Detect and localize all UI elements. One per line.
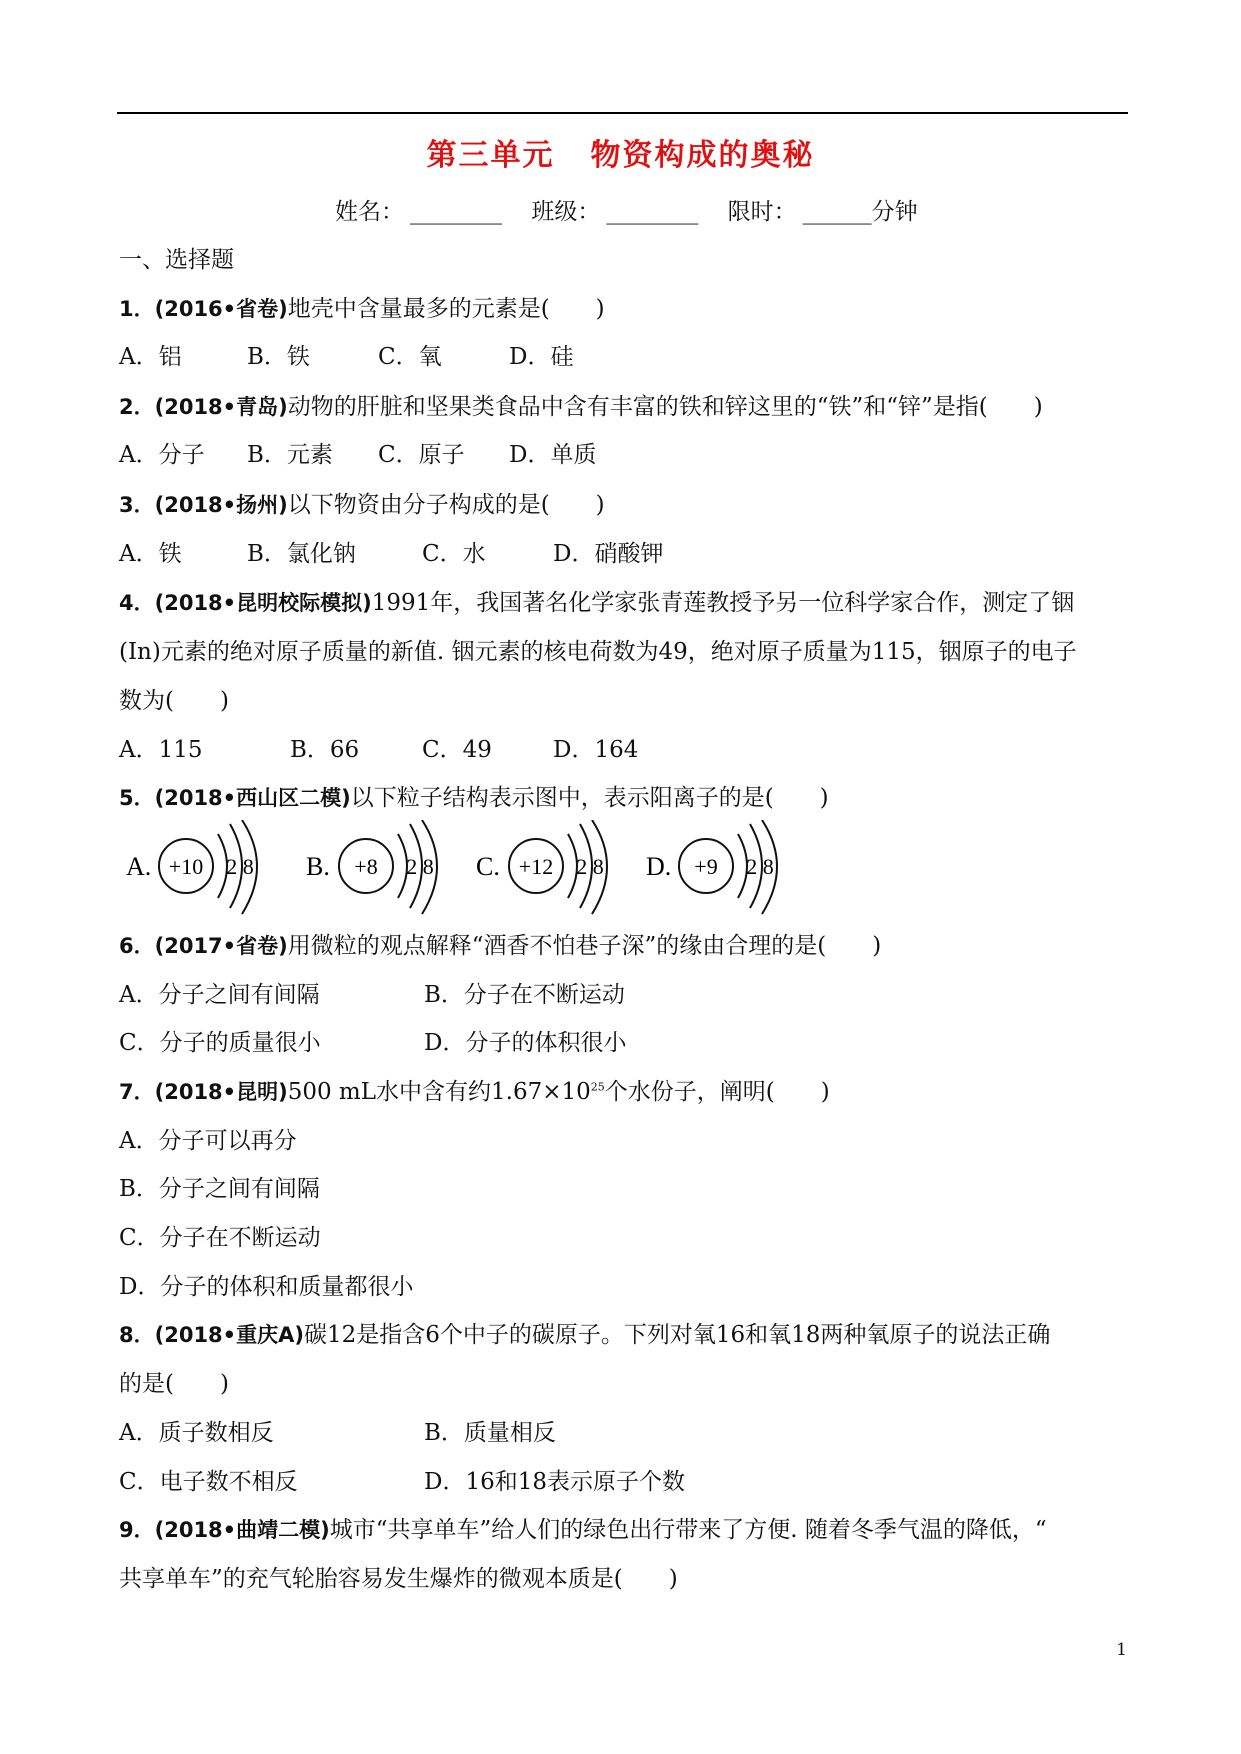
q7-option-b: B．分子之间有间隔: [119, 1176, 320, 1202]
class-blank: ________: [606, 199, 699, 225]
time-label: 限时：: [727, 199, 797, 225]
q8-option-d: D．16和18表示原子个数: [424, 1469, 685, 1495]
question-9-line-2: 共享单车”的充气轮胎容易发生爆炸的微观本质是( ): [119, 1566, 678, 1592]
question-4-line-3: 数为( ): [119, 688, 229, 714]
question-6: 6．(2017•省卷)用微粒的观点解释“酒香不怕巷子深”的缘由合理的是( ): [119, 933, 882, 959]
diagram-option-a: [126, 820, 257, 914]
question-2: 2．(2018•青岛)动物的肝脏和坚果类食品中含有丰富的铁和锌这里的“铁”和“锌”是指( ): [119, 394, 1043, 420]
diagram-d-shells: 2 8: [746, 854, 774, 879]
page-title: [0, 130, 1241, 174]
diagram-option-d: [646, 820, 777, 914]
name-blank: ________: [410, 199, 502, 225]
q7-option-d: D．分子的体积和质量都很小: [119, 1274, 414, 1300]
diagram-d-charge: +9: [694, 854, 718, 879]
q7-option-c: C．分子在不断运动: [119, 1225, 321, 1251]
q1-option-b: B．铁: [247, 344, 310, 370]
q1-option-a: A．铝: [119, 344, 182, 370]
q2-option-d: D．单质: [509, 442, 597, 468]
q8-option-a: A．质子数相反: [119, 1420, 274, 1446]
question-5: 5．(2018•西山区二模)以下粒子结构表示图中，表示阳离子的是( ): [119, 785, 829, 811]
question-8-line-2: 的是( ): [119, 1371, 229, 1397]
student-info-line: [335, 193, 924, 226]
question-4: 4．(2018•昆明校际模拟)1991年，我国著名化学家张青莲教授予另一位科学家合作，测定了铟: [119, 590, 1075, 616]
q6-option-d: D．分子的体积很小: [424, 1030, 627, 1056]
q1-option-d: D．硅: [509, 344, 574, 370]
diagram-b-charge: +8: [354, 854, 378, 879]
q3-option-a: A．铁: [119, 541, 182, 567]
diagram-c-label: C.: [476, 852, 500, 881]
name-label: 姓名：: [335, 199, 404, 225]
header-rule: [117, 112, 1128, 114]
diagram-option-b: [306, 820, 437, 914]
title-unit: 第三单元: [426, 138, 555, 173]
section-heading: 一、选择题: [119, 247, 234, 273]
diagram-a-label: A.: [126, 852, 152, 881]
q6-option-b: B．分子在不断运动: [424, 982, 625, 1008]
q7-option-a: A．分子可以再分: [119, 1128, 297, 1154]
diagram-b-shells: 2 8: [406, 854, 434, 879]
diagram-a-shells: 2 8: [226, 854, 254, 879]
q2-option-b: B．元素: [247, 442, 333, 468]
q3-option-c: C．水: [422, 541, 486, 567]
q8-option-b: B．质量相反: [424, 1420, 556, 1446]
page-number: 1: [1116, 1640, 1127, 1660]
q3-option-b: B．氯化钠: [247, 541, 356, 567]
question-7: 7．(2018•昆明)500 mL水中含有约$1.67\times 10^{25}$个水份子，阐明( ): [119, 1079, 830, 1105]
particle-structure-diagrams: [124, 820, 784, 920]
diagram-c-shells: 2 8: [576, 854, 604, 879]
question-1: 1．(2016•省卷)地壳中含量最多的元素是( ): [119, 296, 605, 322]
exponent: 25: [590, 1080, 605, 1094]
q4-option-b: B．66: [290, 737, 360, 763]
title-topic: 物资构成的奥秘: [590, 138, 815, 173]
q4-option-a: A．115: [119, 737, 203, 763]
question-4-line-2: (In)元素的绝对原子质量的新值. 铟元素的核电荷数为49，绝对原子质量为115，铟原子的电子: [119, 639, 1077, 665]
class-label: 班级：: [531, 199, 601, 225]
q2-option-c: C．原子: [378, 442, 465, 468]
diagram-c-charge: +12: [518, 854, 554, 879]
q6-option-a: A．分子之间有间隔: [119, 982, 320, 1008]
q1-option-c: C．氧: [378, 344, 442, 370]
diagram-b-label: B.: [306, 852, 330, 881]
question-9: 9．(2018•曲靖二模)城市“共享单车”给人们的绿色出行带来了方便. 随着冬季气温的降低，“: [119, 1517, 1047, 1543]
diagram-d-label: D.: [646, 852, 672, 881]
time-unit: 分钟: [871, 199, 918, 225]
q2-option-a: A．分子: [119, 442, 205, 468]
q3-option-d: D．硝酸钾: [553, 541, 664, 567]
time-blank: ______: [802, 199, 872, 225]
question-3: 3．(2018•扬州)以下物资由分子构成的是( ): [119, 492, 605, 518]
q4-option-c: C．49: [422, 737, 492, 763]
question-8: 8．(2018•重庆A)碳12是指含6个中子的碳原子。下列对氧16和氧18两种氧原子的说法正确: [119, 1322, 1051, 1348]
q8-option-c: C．电子数不相反: [119, 1469, 298, 1495]
q6-option-c: C．分子的质量很小: [119, 1030, 321, 1056]
diagram-a-charge: +10: [168, 854, 204, 879]
diagram-option-c: [476, 820, 607, 914]
q4-option-d: D．164: [553, 737, 639, 763]
